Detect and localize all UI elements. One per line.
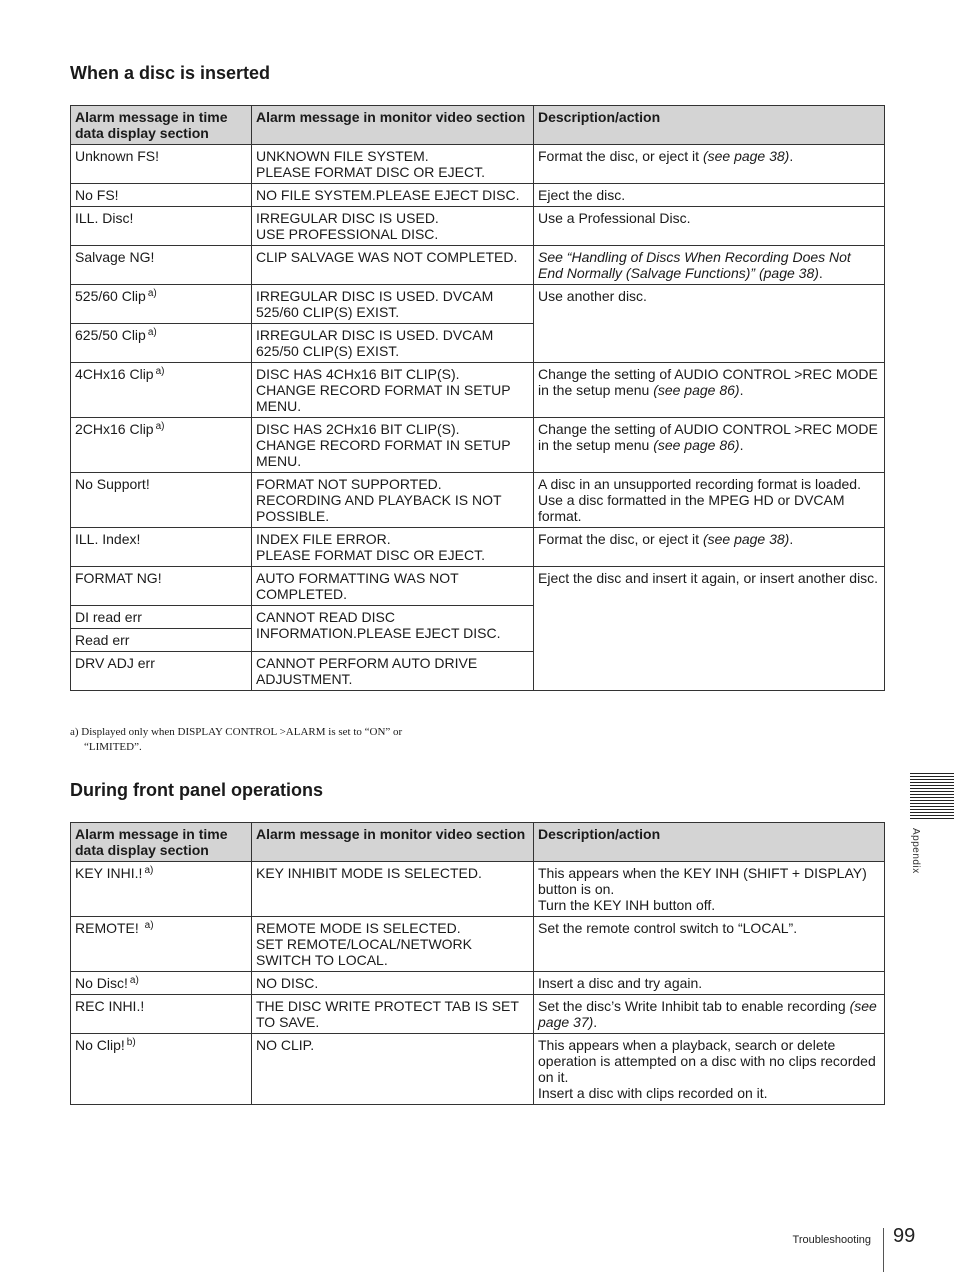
footnote-marker: a) — [155, 421, 165, 432]
time-data-message: DI read err — [71, 606, 252, 629]
table-row — [71, 995, 885, 1034]
section-title-front-panel: During front panel operations — [70, 780, 324, 800]
footnote-line: a) Displayed only when DISPLAY CONTROL >ALARM is set to “ON” or — [70, 726, 403, 738]
time-data-message: 625/50 Clip $^{a)}$ — [71, 324, 252, 363]
monitor-message: NO CLIP. — [252, 1034, 534, 1105]
time-data-message: REC INHI.! — [71, 995, 252, 1034]
monitor-message: CLIP SALVAGE WAS NOT COMPLETED. — [252, 246, 534, 285]
monitor-message: NO DISC. — [252, 972, 534, 995]
footnote-marker: a) — [129, 975, 139, 986]
time-data-message: Read err — [71, 629, 252, 652]
footnote-marker: a) — [144, 865, 154, 876]
description: Format the disc, or eject it (see page 38). — [534, 145, 885, 184]
page-reference: (see page 86) — [653, 382, 740, 398]
table-row — [71, 1034, 885, 1105]
time-data-message: REMOTE! $^{a)}$ — [71, 917, 252, 972]
time-data-message: No Disc! $^{a)}$ — [71, 972, 252, 995]
footnote-marker: b) — [126, 1037, 136, 1048]
page-reference: (see page 37) — [538, 998, 877, 1030]
monitor-message: UNKNOWN FILE SYSTEM. PLEASE FORMAT DISC OR EJECT. — [252, 145, 534, 184]
monitor-message: IRREGULAR DISC IS USED. DVCAM 525/60 CLIP(S) EXIST. — [252, 285, 534, 324]
monitor-message: THE DISC WRITE PROTECT TAB IS SET TO SAVE. — [252, 995, 534, 1034]
time-data-message: No Support! — [71, 473, 252, 528]
front-panel-alarm-table — [70, 822, 885, 1105]
description: Change the setting of AUDIO CONTROL >REC MODE in the setup menu (see page 86). — [534, 418, 885, 473]
description: See “Handling of Discs When Recording Does Not End Normally (Salvage Functions)” (page 38). — [534, 246, 885, 285]
monitor-message: IRREGULAR DISC IS USED. USE PROFESSIONAL DISC. — [252, 207, 534, 246]
monitor-message: NO FILE SYSTEM.PLEASE EJECT DISC. — [252, 184, 534, 207]
side-section-label: Appendix — [910, 828, 921, 874]
page-reference: See “Handling of Discs When Recording Does Not End Normally (Salvage Functions)” (page 38) — [538, 249, 851, 281]
header-monitor-video: Alarm message in monitor video section — [252, 106, 534, 145]
description: A disc in an unsupported recording format is loaded. Use a disc formatted in the MPEG HD or DVCAM format. — [534, 473, 885, 528]
table-row — [71, 567, 885, 606]
time-data-message: Salvage NG! — [71, 246, 252, 285]
footnote-marker: a) — [155, 366, 165, 377]
header-time-data: Alarm message in time data display section — [71, 823, 252, 862]
description: Format the disc, or eject it (see page 38). — [534, 528, 885, 567]
monitor-message: CANNOT PERFORM AUTO DRIVE ADJUSTMENT. — [252, 652, 534, 691]
disc-inserted-alarm-table — [70, 105, 885, 691]
monitor-message: IRREGULAR DISC IS USED. DVCAM 625/50 CLIP(S) EXIST. — [252, 324, 534, 363]
description: Insert a disc and try again. — [534, 972, 885, 995]
description: Use another disc. — [534, 285, 885, 363]
table-row — [71, 363, 885, 418]
page-number: 99 — [893, 1225, 916, 1247]
description: Eject the disc and insert it again, or insert another disc. — [534, 567, 885, 691]
footnote-marker: a) — [144, 920, 154, 931]
table-header-row — [71, 106, 885, 145]
footnote-line: “LIMITED”. — [84, 741, 142, 753]
monitor-message: DISC HAS 2CHx16 BIT CLIP(S). CHANGE RECORD FORMAT IN SETUP MENU. — [252, 418, 534, 473]
table-row — [71, 145, 885, 184]
footnote-marker: a) — [147, 288, 157, 299]
table-footnote — [70, 725, 490, 755]
monitor-message: INDEX FILE ERROR. PLEASE FORMAT DISC OR EJECT. — [252, 528, 534, 567]
description: Set the remote control switch to “LOCAL”. — [534, 917, 885, 972]
table-header-row — [71, 823, 885, 862]
section-index-tab — [910, 773, 954, 819]
footer-divider — [883, 1228, 884, 1272]
time-data-message: KEY INHI.! $^{a)}$ — [71, 862, 252, 917]
table-row — [71, 184, 885, 207]
page-reference: (see page 38) — [702, 531, 790, 547]
description: This appears when a playback, search or delete operation is attempted on a disc with no clips recorded on it. Insert a disc with clips recorded on it. — [534, 1034, 885, 1105]
time-data-message: 4CHx16 Clip $^{a)}$ — [71, 363, 252, 418]
table-row — [71, 285, 885, 324]
time-data-message: 2CHx16 Clip $^{a)}$ — [71, 418, 252, 473]
monitor-message: CANNOT READ DISC INFORMATION.PLEASE EJECT DISC. — [252, 606, 534, 652]
header-monitor-video: Alarm message in monitor video section — [252, 823, 534, 862]
page-reference: (see page 38) — [702, 148, 790, 164]
time-data-message: Unknown FS! — [71, 145, 252, 184]
table-row — [71, 246, 885, 285]
section-title-disc-inserted: When a disc is inserted — [70, 63, 271, 83]
table-row — [71, 917, 885, 972]
monitor-message: AUTO FORMATTING WAS NOT COMPLETED. — [252, 567, 534, 606]
table-row — [71, 528, 885, 567]
monitor-message: FORMAT NOT SUPPORTED. RECORDING AND PLAYBACK IS NOT POSSIBLE. — [252, 473, 534, 528]
table-row — [71, 862, 885, 917]
page-reference: (see page 86) — [653, 437, 740, 453]
time-data-message: FORMAT NG! — [71, 567, 252, 606]
header-description: Description/action — [534, 106, 885, 145]
monitor-message: DISC HAS 4CHx16 BIT CLIP(S). CHANGE RECORD FORMAT IN SETUP MENU. — [252, 363, 534, 418]
table-row — [71, 418, 885, 473]
time-data-message: 525/60 Clip $^{a)}$ — [71, 285, 252, 324]
time-data-message: No Clip! $^{b)}$ — [71, 1034, 252, 1105]
time-data-message: ILL. Disc! — [71, 207, 252, 246]
description: Change the setting of AUDIO CONTROL >REC MODE in the setup menu (see page 86). — [534, 363, 885, 418]
description: Eject the disc. — [534, 184, 885, 207]
time-data-message: No FS! — [71, 184, 252, 207]
footnote-marker: a) — [147, 327, 157, 338]
description: Use a Professional Disc. — [534, 207, 885, 246]
table-row — [71, 473, 885, 528]
monitor-message: KEY INHIBIT MODE IS SELECTED. — [252, 862, 534, 917]
monitor-message: REMOTE MODE IS SELECTED. SET REMOTE/LOCAL/NETWORK SWITCH TO LOCAL. — [252, 917, 534, 972]
description: This appears when the KEY INH (SHIFT + DISPLAY) button is on. Turn the KEY INH button off. — [534, 862, 885, 917]
table-row — [71, 972, 885, 995]
header-description: Description/action — [534, 823, 885, 862]
description: Set the disc’s Write Inhibit tab to enable recording (see page 37). — [534, 995, 885, 1034]
header-time-data: Alarm message in time data display section — [71, 106, 252, 145]
footer-section-name: Troubleshooting — [792, 1234, 871, 1246]
table-row — [71, 207, 885, 246]
time-data-message: DRV ADJ err — [71, 652, 252, 691]
time-data-message: ILL. Index! — [71, 528, 252, 567]
